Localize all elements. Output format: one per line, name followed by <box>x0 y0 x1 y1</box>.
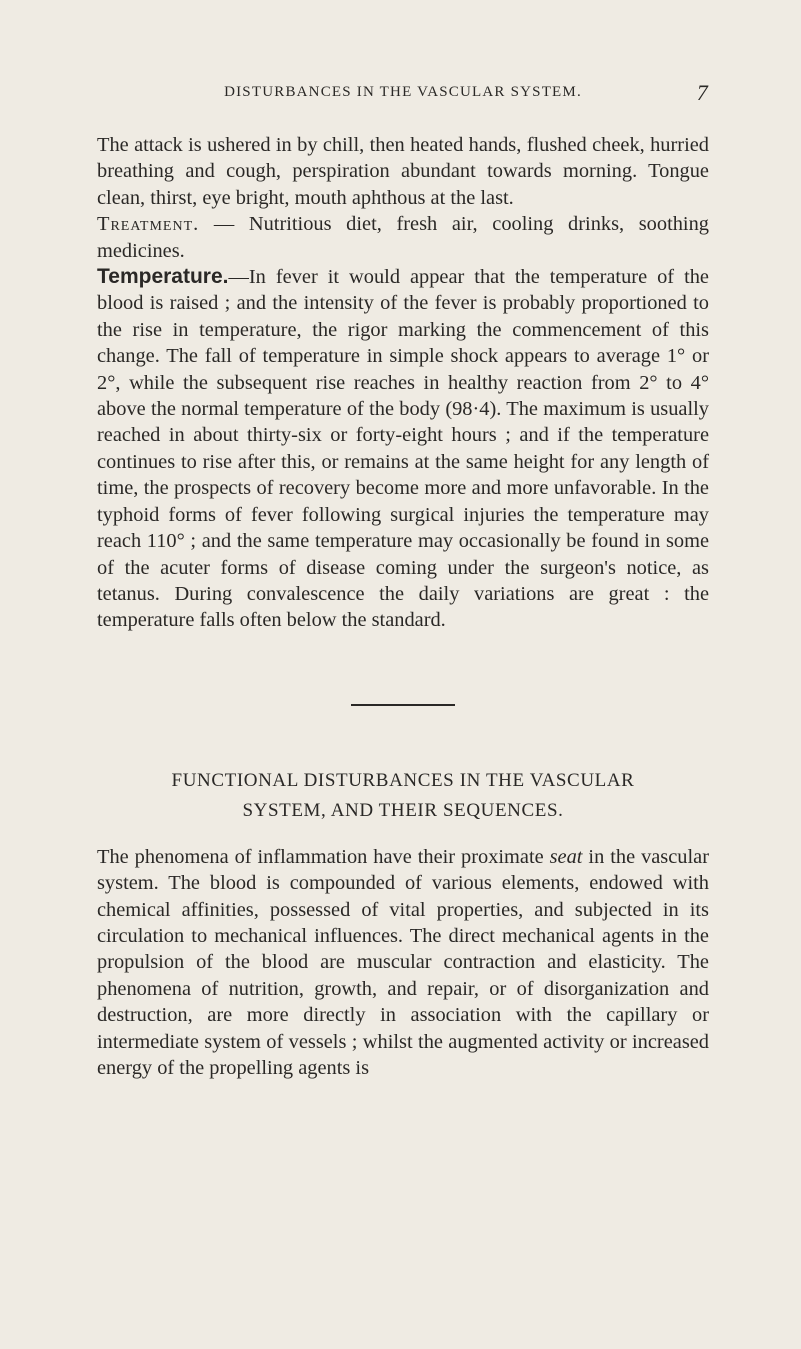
paragraph-treatment <box>97 211 709 264</box>
page-number: 7 <box>696 80 709 105</box>
section-heading <box>97 766 709 826</box>
paragraph-symptoms: The attack is ushered in by chill, then heated hands, flushed cheek, hurried breathing and cough, perspiration abundant towards morning. Tongue clean, thirst, eye bright, mouth aphthous at the last. <box>97 134 709 209</box>
book-page <box>97 80 709 1081</box>
temperature-text: —In fever it would appear that the temperature of the blood is raised ; and the intensity of the fever is probably proportioned to the rise in temperature, the rigor marking the commencement of this change. The fall of temperature in simple shock appears to average 1° or 2°, while the subsequent rise reaches in healthy reaction from 2° to 4° above the normal temperature of the body (98·4). The maximum is usually reached in about thirty-six or forty-eight hours ; and if the temperature continues to rise after this, or remains at the same height for any length of time, the prospects of recovery become more and more unfavorable. In the typhoid forms of fever following surgical injuries the temperature may reach 110° ; and the same temperature may occasionally be found in some of the acuter forms of disease coming under the surgeon's notice, as tetanus. During convalescence the daily variations are great : the temperature falls often below the standard. <box>97 266 709 632</box>
inflammation-text-start: The phenomena of inflammation have their proximate <box>97 845 550 868</box>
paragraph-inflammation <box>97 844 709 1082</box>
section-heading-line-1: FUNCTIONAL DISTURBANCES IN THE VASCULAR <box>171 769 635 791</box>
treatment-heading: Treatment. <box>97 213 200 236</box>
section-divider <box>351 704 455 706</box>
treatment-text: — Nutritious diet, fresh air, cooling drinks, soothing medicines. <box>97 213 709 262</box>
temperature-heading: Temperature. <box>97 265 229 289</box>
section-heading-line-2: SYSTEM, AND THEIR SEQUENCES. <box>242 799 564 821</box>
running-header <box>97 80 709 110</box>
inflammation-text-rest: in the vascular system. The blood is compounded of various elements, endowed with chemical affinities, possessed of vital properties, and subjected in its circulation to mechanical influences. The direct mechanical agents in the propulsion of the blood are muscular contraction and elasticity. The phenomena of nutrition, growth, and repair, or of disorganization and destruction, are more directly in association with the capillary or intermediate system of vessels ; whilst the augmented activity or increased energy of the propelling agents is <box>97 845 709 1079</box>
paragraph-temperature <box>97 264 709 634</box>
running-title: DISTURBANCES IN THE VASCULAR SYSTEM. <box>224 84 582 100</box>
inflammation-italic-word: seat <box>549 845 583 868</box>
